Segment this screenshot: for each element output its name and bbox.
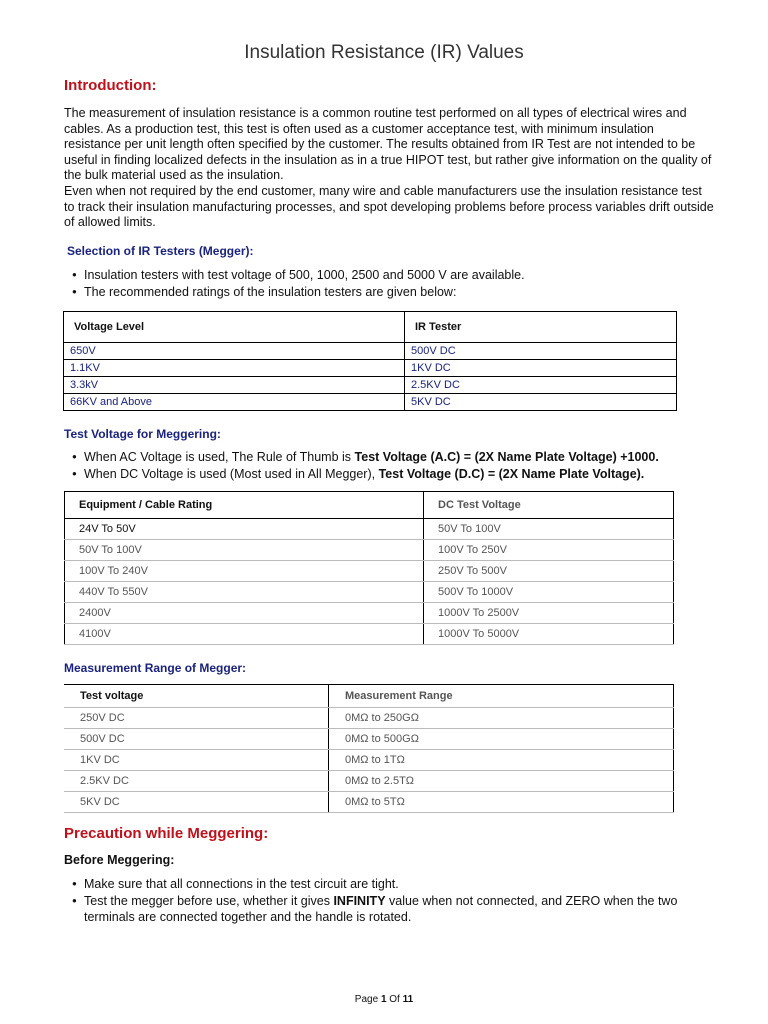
table-cell: 0MΩ to 5TΩ xyxy=(329,792,674,813)
table-cell: 2.5KV DC xyxy=(64,771,329,792)
table-row xyxy=(64,708,674,729)
table-cell: 0MΩ to 500GΩ xyxy=(329,729,674,750)
table-cell: 24V To 50V xyxy=(65,519,424,540)
test-voltage-heading: Test Voltage for Meggering: xyxy=(64,427,221,441)
table-cell: 1000V To 5000V xyxy=(424,624,674,645)
table-row xyxy=(64,750,674,771)
page-label: Page xyxy=(354,994,379,1005)
test-voltage-bullets xyxy=(72,449,722,482)
table-cell: 2.5KV DC xyxy=(405,377,677,394)
page-total: 11 xyxy=(402,994,414,1005)
bullet-text: When AC Voltage is used, The Rule of Thumb is xyxy=(84,450,355,464)
dc-test-voltage-table xyxy=(64,491,674,645)
table-cell: 50V To 100V xyxy=(65,540,424,561)
bullet-text: value when not connected, and ZERO when the two terminals are connected together and the handle is rotated. xyxy=(84,893,678,924)
table-header-row xyxy=(64,685,674,708)
page-footer xyxy=(0,994,768,1005)
table-cell: 500V DC xyxy=(64,729,329,750)
table-cell: 2400V xyxy=(65,603,424,624)
list-item: ● Make sure that all connections in the test circuit are tight. xyxy=(72,876,712,893)
list-item xyxy=(72,466,722,483)
bullet-text: Test the megger before use, whether it gives xyxy=(84,893,334,908)
list-item: ● Insulation testers with test voltage of 500, 1000, 2500 and 5000 V are available. xyxy=(72,267,722,284)
selection-heading: Selection of IR Testers (Megger): xyxy=(67,244,254,258)
dc-formula: Test Voltage (D.C) = (2X Name Plate Voltage). xyxy=(378,466,645,481)
column-header: Test voltage xyxy=(64,685,329,708)
before-meggering-heading: Before Meggering: xyxy=(64,853,175,867)
page-number: 1 xyxy=(380,994,387,1005)
table-row xyxy=(64,377,677,394)
table-cell: 5KV DC xyxy=(64,792,329,813)
ir-tester-table xyxy=(63,311,677,411)
table-cell: 1000V To 2500V xyxy=(424,603,674,624)
table-cell: 500V To 1000V xyxy=(424,582,674,603)
table-header-row xyxy=(64,312,677,343)
table-cell: 0MΩ to 1TΩ xyxy=(329,750,674,771)
infinity-keyword: INFINITY xyxy=(333,893,386,908)
measurement-range-table xyxy=(64,684,674,813)
column-header: DC Test Voltage xyxy=(424,492,674,519)
table-row xyxy=(64,394,677,411)
table-row xyxy=(65,519,674,540)
table-row xyxy=(64,360,677,377)
introduction-heading: Introduction: xyxy=(64,77,157,94)
table-cell: 250V DC xyxy=(64,708,329,729)
table-cell: 5KV DC xyxy=(405,394,677,411)
table-row xyxy=(65,582,674,603)
table-row xyxy=(64,343,677,360)
table-cell: 650V xyxy=(64,343,405,360)
table-cell: 0MΩ to 2.5TΩ xyxy=(329,771,674,792)
table-row xyxy=(65,561,674,582)
table-row xyxy=(65,624,674,645)
column-header: IR Tester xyxy=(405,312,677,343)
page-title: Insulation Resistance (IR) Values xyxy=(244,42,524,63)
table-cell: 100V To 240V xyxy=(65,561,424,582)
column-header: Equipment / Cable Rating xyxy=(65,492,424,519)
table-row xyxy=(64,729,674,750)
list-item xyxy=(72,893,712,926)
table-cell: 1KV DC xyxy=(405,360,677,377)
intro-paragraph-2: Even when not required by the end customer, many wire and cable manufacturers use the insulation resistance test to track their insulation manufacturing processes, and spot developing problems before process variables drift outside of allowed limits. xyxy=(64,184,714,229)
table-row xyxy=(64,771,674,792)
table-cell: 1KV DC xyxy=(64,750,329,771)
table-cell: 250V To 500V xyxy=(424,561,674,582)
column-header: Voltage Level xyxy=(64,312,405,343)
list-item xyxy=(72,449,722,466)
table-cell: 1.1KV xyxy=(64,360,405,377)
measurement-heading: Measurement Range of Megger: xyxy=(64,661,247,675)
selection-bullets xyxy=(72,267,722,300)
table-row xyxy=(64,792,674,813)
table-cell: 50V To 100V xyxy=(424,519,674,540)
table-cell: 100V To 250V xyxy=(424,540,674,561)
of-label: Of xyxy=(389,994,400,1005)
bullet-text: When DC Voltage is used (Most used in All Megger), xyxy=(84,466,379,481)
table-cell: 66KV and Above xyxy=(64,394,405,411)
table-row xyxy=(65,540,674,561)
table-cell: 500V DC xyxy=(405,343,677,360)
table-cell: 4100V xyxy=(65,624,424,645)
intro-paragraph-1: The measurement of insulation resistance is a common routine test performed on all types of electrical wires and cables. As a production test, this test is often used as a customer acceptance test, with minimum insulation resistance per unit length often specified by the customer. The results obtained from IR Test are not intended to be useful in finding localized defects in the insulation as in a true HIPOT test, but rather give information on the quality of the bulk material used as the insulation. xyxy=(64,106,712,182)
table-cell: 440V To 550V xyxy=(65,582,424,603)
table-cell: 3.3kV xyxy=(64,377,405,394)
table-header-row xyxy=(65,492,674,519)
column-header: Measurement Range xyxy=(329,685,674,708)
list-item: ● The recommended ratings of the insulation testers are given below: xyxy=(72,284,722,301)
table-row xyxy=(65,603,674,624)
precaution-heading: Precaution while Meggering: xyxy=(64,825,269,842)
precaution-bullets xyxy=(72,876,712,926)
ac-formula: Test Voltage (A.C) = (2X Name Plate Voltage) +1000. xyxy=(354,450,659,464)
table-cell: 0MΩ to 250GΩ xyxy=(329,708,674,729)
